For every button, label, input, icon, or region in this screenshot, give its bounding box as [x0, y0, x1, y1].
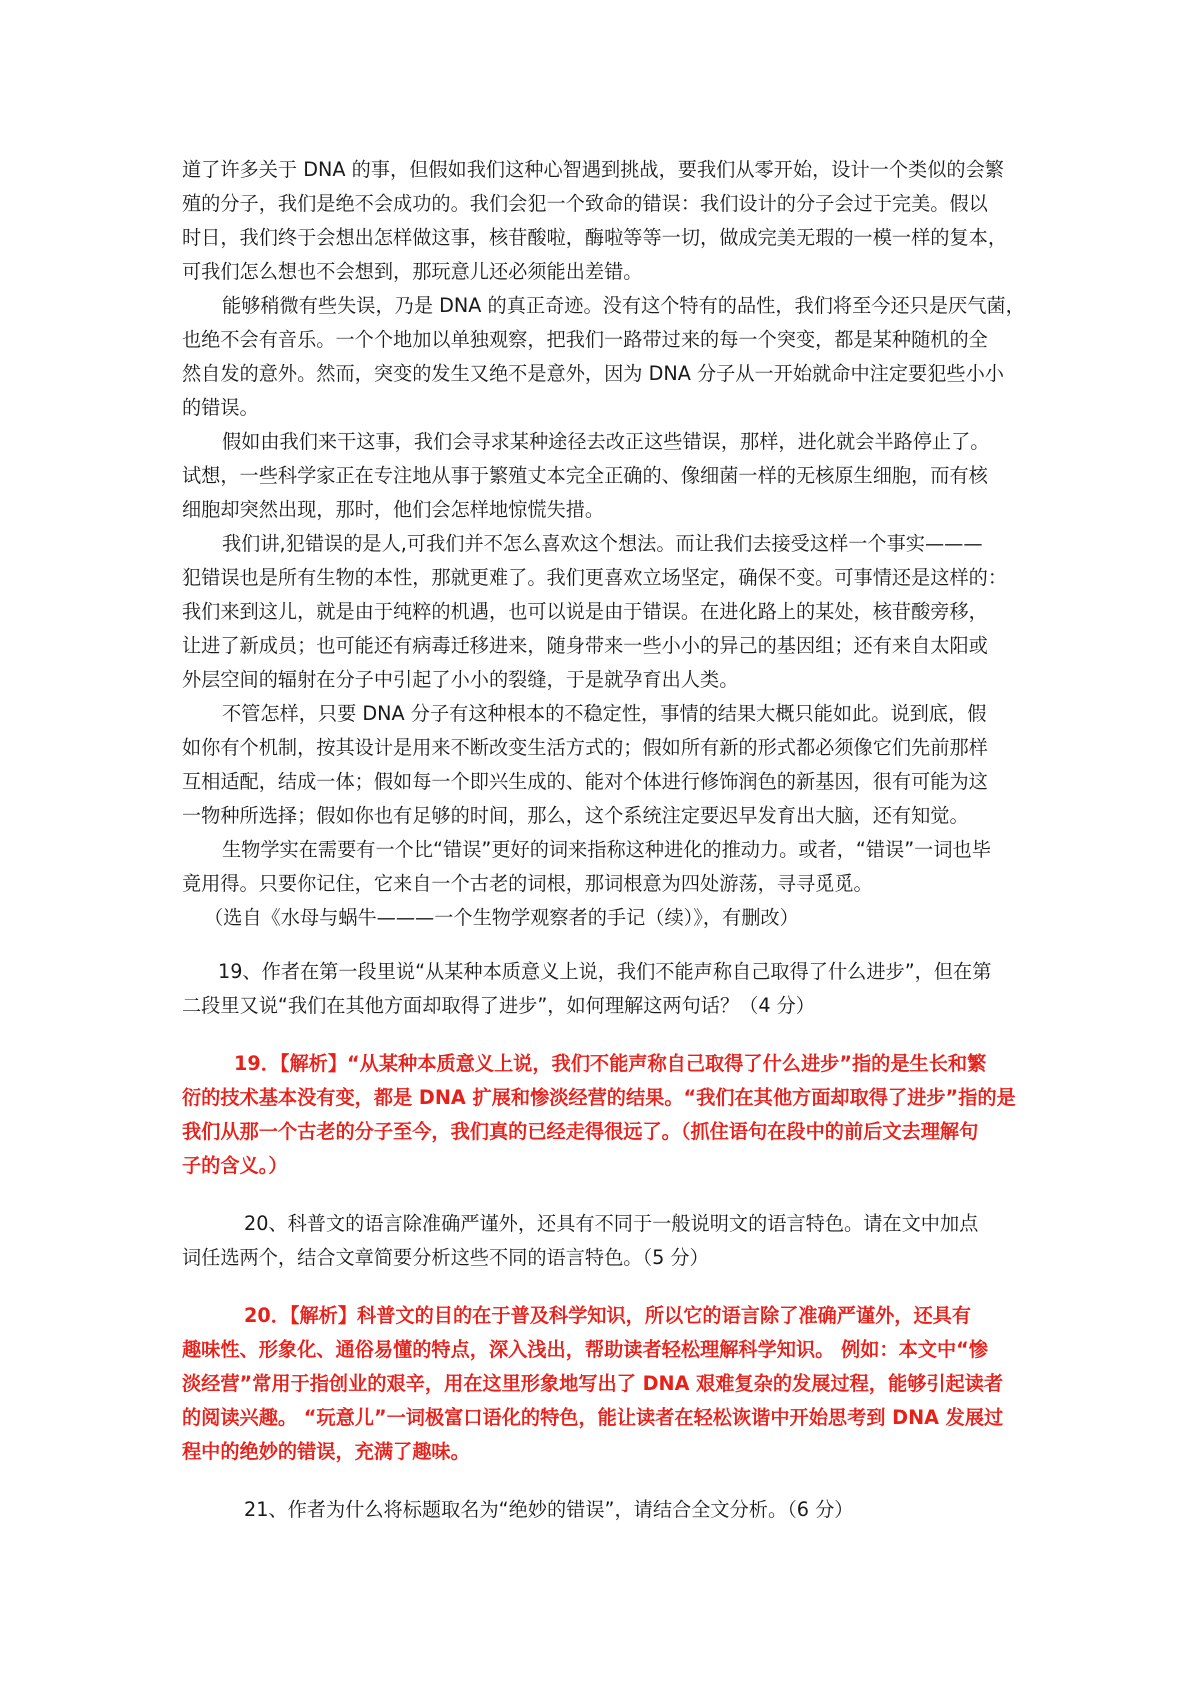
passage-line: 我们来到这儿，就是由于纯粹的机遇，也可以说是由于错误。在进化路上的某处，核苷酸旁移，	[182, 600, 988, 623]
question-line: 19、作者在第一段里说“从某种本质意义上说，我们不能声称自己取得了什么进步”，但在第	[218, 960, 992, 983]
answer-line: 20．【解析】科普文的目的在于普及科学知识，所以它的语言除了准确严谨外，还具有	[244, 1304, 972, 1327]
passage-line: 外层空间的辐射在分子中引起了小小的裂缝，于是就孕育出人类。	[182, 668, 739, 691]
passage-line: 的错误。	[182, 396, 259, 419]
answer-line: 程中的绝妙的错误，充满了趣味。	[182, 1440, 470, 1463]
passage-line: 生物学实在需要有一个比“错误”更好的词来指称这种进化的推动力。或者，“错误”一词也毕	[222, 838, 991, 861]
passage-line: 也绝不会有音乐。一个个地加以单独观察，把我们一路带过来的每一个突变，都是某种随机的全	[182, 328, 988, 351]
answer-line: 趣味性、形象化、通俗易懂的特点，深入浅出，帮助读者轻松理解科学知识。 例如：本文中“惨	[182, 1338, 988, 1361]
answer-line: 的阅读兴趣。 “玩意儿”一词极富口语化的特色，能让读者在轻松诙谐中开始思考到 DNA 发展过	[182, 1406, 1004, 1429]
passage-line: 时日，我们终于会想出怎样做这事，核苷酸啦，酶啦等等一切，做成完美无瑕的一模一样的复本，	[182, 226, 1008, 249]
passage-line: 可我们怎么想也不会想到，那玩意儿还必须能出差错。	[182, 260, 643, 283]
passage-line: 犯错误也是所有生物的本性，那就更难了。我们更喜欢立场坚定，确保不变。可事情还是这样的：	[182, 566, 1008, 589]
passage-line: 试想，一些科学家正在专注地从事于繁殖丈本完全正确的、像细菌一样的无核原生细胞，而有核	[182, 464, 988, 487]
passage-line: 能够稍微有些失误，乃是 DNA 的真正奇迹。没有这个特有的品性，我们将至今还只是厌气菌，	[222, 294, 1025, 317]
passage-source: （选自《水母与蜗牛———一个生物学观察者的手记（续）》，有删改）	[204, 906, 799, 929]
passage-line: 如你有个机制，按其设计是用来不断改变生活方式的；假如所有新的形式都必须像它们先前那样	[182, 736, 988, 759]
answer-line: 淡经营”常用于指创业的艰辛，用在这里形象地写出了 DNA 艰难复杂的发展过程，能够引起读者	[182, 1372, 1004, 1395]
question-line: 20、科普文的语言除准确严谨外，还具有不同于一般说明文的语言特色。请在文中加点	[244, 1212, 979, 1235]
answer-line: 19．【解析】“从某种本质意义上说，我们不能声称自己取得了什么进步”指的是生长和繁	[234, 1052, 987, 1075]
question-line: 21、作者为什么将标题取名为“绝妙的错误”，请结合全文分析。（6 分）	[244, 1498, 854, 1521]
passage-line: 我们讲,犯错误的是人,可我们并不怎么喜欢这个想法。而让我们去接受这样一个事实———	[222, 532, 983, 555]
passage-line: 互相适配，结成一体；假如每一个即兴生成的、能对个体进行修饰润色的新基因，很有可能为这	[182, 770, 988, 793]
answer-line: 我们从那一个古老的分子至今，我们真的已经走得很远了。（抓住语句在段中的前后文去理解句	[182, 1120, 979, 1143]
answer-line: 子的含义。）	[182, 1154, 288, 1177]
passage-line: 殖的分子，我们是绝不会成功的。我们会犯一个致命的错误：我们设计的分子会过于完美。假以	[182, 192, 988, 215]
passage-line: 然自发的意外。然而，突变的发生又绝不是意外，因为 DNA 分子从一开始就命中注定要犯些小小	[182, 362, 1004, 385]
passage-line: 道了许多关于 DNA 的事，但假如我们这种心智遇到挑战，要我们从零开始，设计一个类似的会繁	[182, 158, 1004, 181]
question-line: 二段里又说“我们在其他方面却取得了进步”，如何理解这两句话？（4 分）	[182, 994, 815, 1017]
passage-line: 假如由我们来干这事，我们会寻求某种途径去改正这些错误，那样，进化就会半路停止了。	[222, 430, 990, 453]
passage-line: 一物种所选择；假如你也有足够的时间，那么，这个系统注定要迟早发育出大脑，还有知觉。	[182, 804, 969, 827]
passage-line: 不管怎样，只要 DNA 分子有这种根本的不稳定性，事情的结果大概只能如此。说到底，假	[222, 702, 987, 725]
passage-line: 细胞却突然出现，那时，他们会怎样地惊慌失措。	[182, 498, 605, 521]
question-line: 词任选两个，结合文章简要分析这些不同的语言特色。（5 分）	[182, 1246, 709, 1269]
answer-line: 衍的技术基本没有变，都是 DNA 扩展和惨淡经营的结果。“我们在其他方面却取得了进步”指的是	[182, 1086, 1016, 1109]
passage-line: 让进了新成员；也可能还有病毒迁移进来，随身带来一些小小的异己的基因组；还有来自太阳或	[182, 634, 988, 657]
passage-line: 竟用得。只要你记住，它来自一个古老的词根，那词根意为四处游荡，寻寻觅觅。	[182, 872, 873, 895]
